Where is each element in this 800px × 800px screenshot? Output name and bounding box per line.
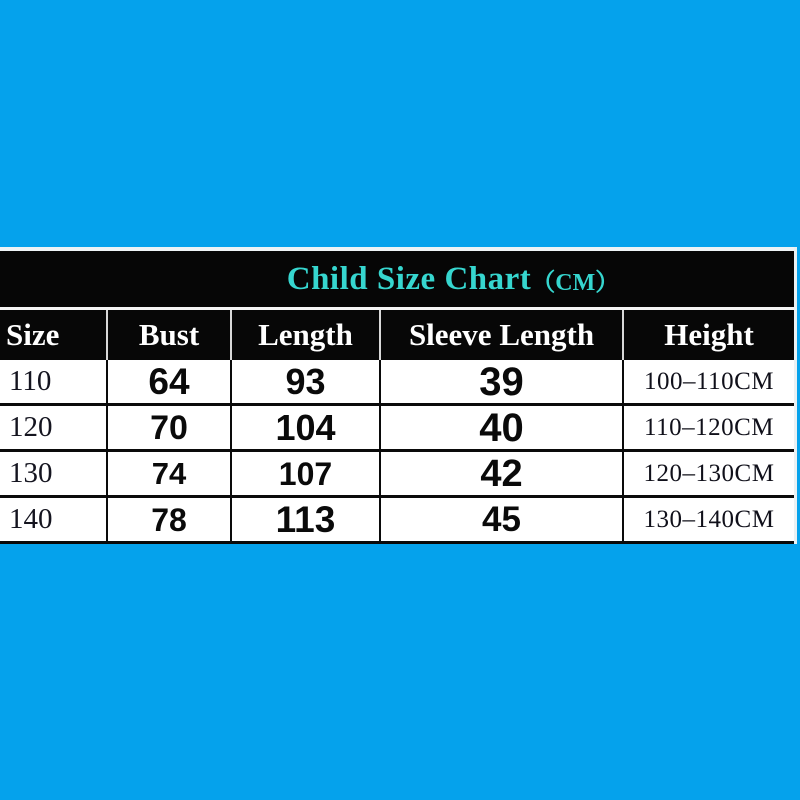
size-cell: 130 <box>9 457 53 489</box>
size-chart <box>0 247 797 544</box>
sleeve-length-cell: 45 <box>379 498 622 541</box>
column-header-bust: Bust <box>106 310 230 360</box>
table-row-size-130 <box>0 452 794 498</box>
length-cell: 113 <box>230 498 379 541</box>
table-row-size-110 <box>0 360 794 406</box>
column-header-length: Length <box>230 310 379 360</box>
height-value: 130–140CM <box>643 505 775 533</box>
bust-cell: 78 <box>106 498 230 541</box>
height-value: 100–110CM <box>644 367 774 395</box>
length-cell: 93 <box>230 360 379 403</box>
height-cell <box>622 498 794 541</box>
size-cell: 120 <box>9 411 53 443</box>
height-value: 120–130CM <box>643 459 775 487</box>
column-header-sleeve-length: Sleeve Length <box>379 310 622 360</box>
column-header-height: Height <box>622 310 794 360</box>
sleeve-length-cell: 42 <box>379 452 622 495</box>
length-cell: 107 <box>230 452 379 495</box>
size-cell: 110 <box>9 365 52 397</box>
size-chart-title-banner <box>0 247 794 307</box>
size-cell: 140 <box>9 503 53 535</box>
bust-cell: 74 <box>106 452 230 495</box>
size-chart-title: Child Size Chart <box>286 260 532 297</box>
sleeve-length-cell: 40 <box>379 406 622 449</box>
length-cell: 104 <box>230 406 379 449</box>
size-chart-unit-label: （CM） <box>531 269 620 296</box>
table-header-row <box>0 307 794 360</box>
height-value: 110–120CM <box>644 413 774 441</box>
sleeve-length-cell: 39 <box>379 360 622 403</box>
table-row-size-140 <box>0 498 794 544</box>
table-row-size-120 <box>0 406 794 452</box>
height-cell <box>622 452 794 495</box>
column-header-size: Size <box>6 317 60 352</box>
height-cell <box>622 360 794 403</box>
bust-cell: 64 <box>106 360 230 403</box>
bust-cell: 70 <box>106 406 230 449</box>
height-cell <box>622 406 794 449</box>
